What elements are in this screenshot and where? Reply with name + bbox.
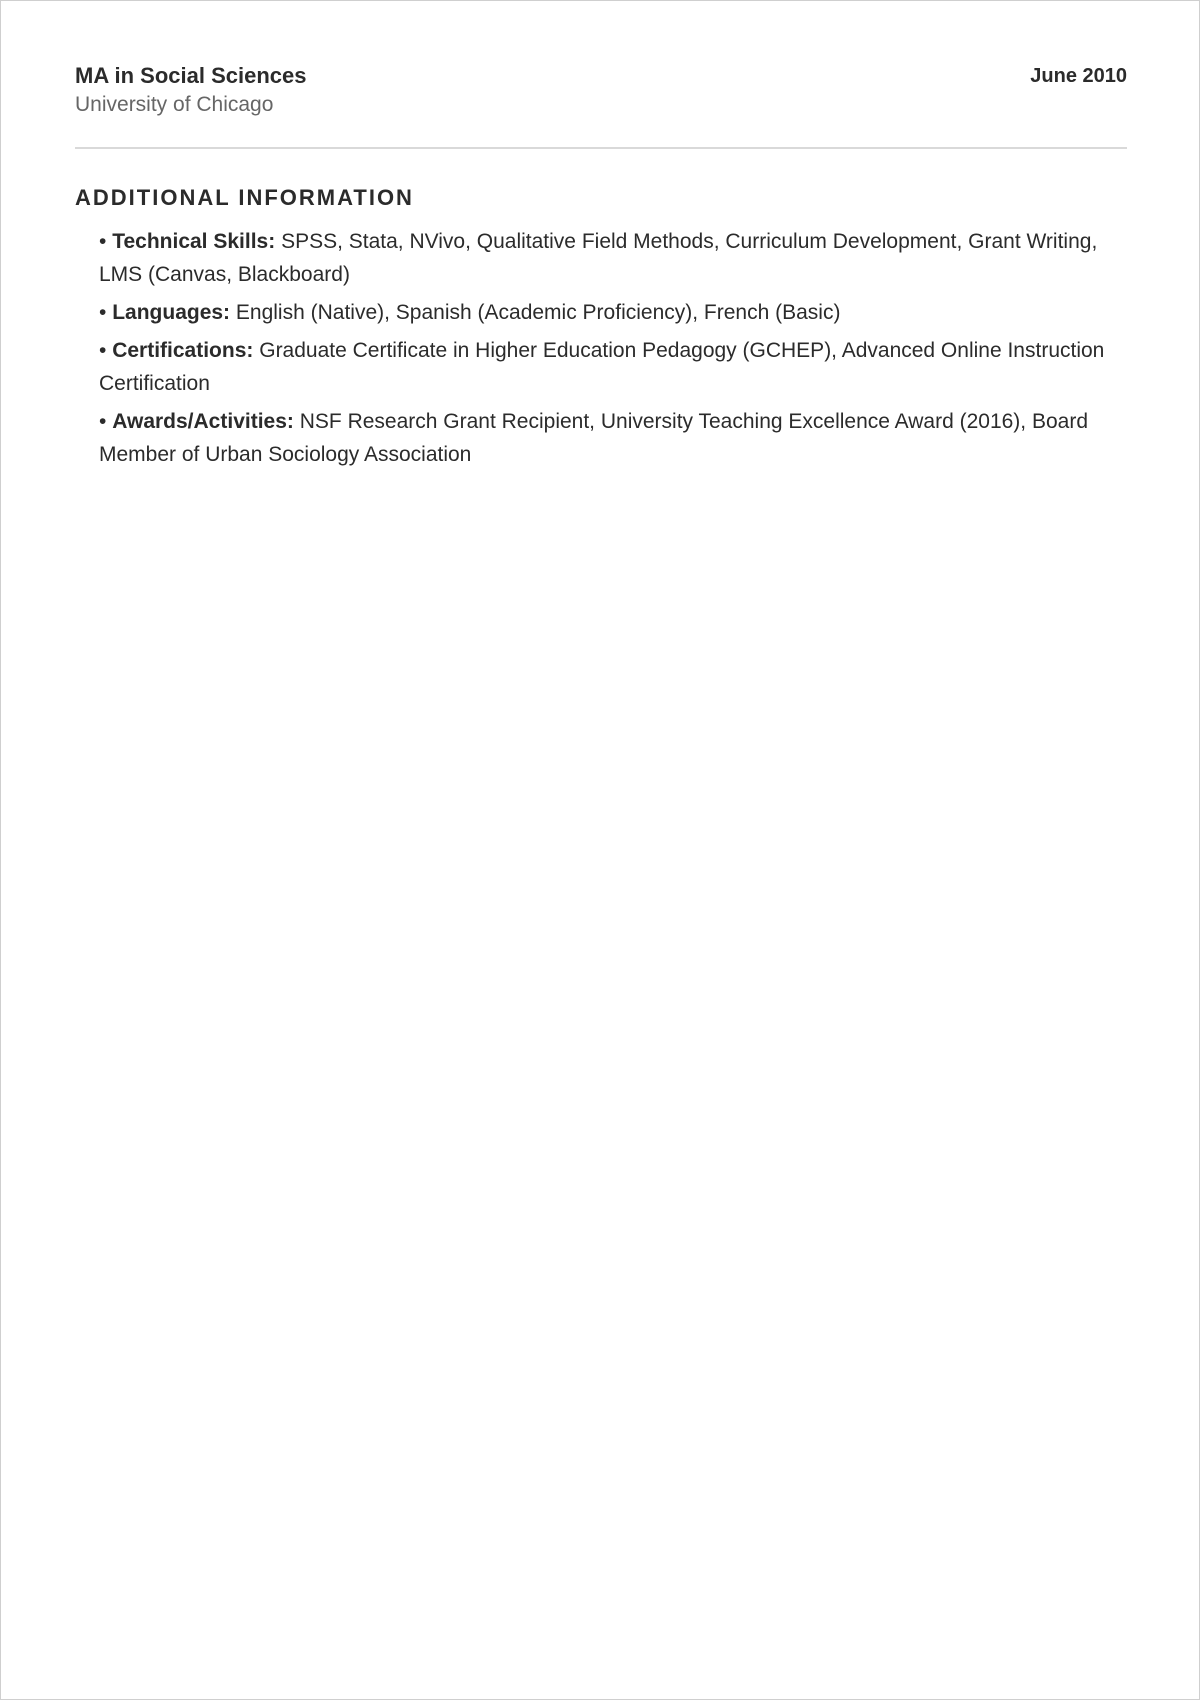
section-divider (75, 147, 1127, 149)
education-entry (75, 61, 1127, 119)
graduation-date: June 2010 (1030, 65, 1127, 87)
item-text: NSF Research Grant Recipient, University Teaching Excellence Award (2016), Board Member of Urban Sociology Association (99, 410, 1089, 466)
education-details (75, 61, 307, 119)
school-name: University of Chicago (75, 93, 274, 116)
item-text: Graduate Certificate in Higher Education Pedagogy (GCHEP), Advanced Online Instruction Certification (99, 339, 1105, 395)
list-item-languages (99, 296, 1127, 329)
degree-title: MA in Social Sciences (75, 63, 307, 88)
bullet: • (99, 301, 107, 324)
item-label: Certifications: (112, 339, 254, 362)
section-title-additional-information: ADDITIONAL INFORMATION (75, 185, 414, 210)
item-label: Languages: (112, 301, 231, 324)
list-item-certifications (99, 334, 1127, 400)
bullet: • (99, 339, 107, 362)
item-label: Technical Skills: (112, 230, 276, 253)
list-item-awards-activities (99, 405, 1127, 471)
item-label: Awards/Activities: (112, 410, 294, 433)
bullet: • (99, 230, 107, 253)
item-text: SPSS, Stata, NVivo, Qualitative Field Methods, Curriculum Development, Grant Writing, LMS (Canvas, Blackboard) (99, 230, 1098, 286)
resume-content (75, 61, 1127, 476)
list-item-technical-skills (99, 225, 1127, 291)
item-text: English (Native), Spanish (Academic Proficiency), French (Basic) (235, 301, 841, 324)
bullet: • (99, 410, 107, 433)
additional-info-list (75, 225, 1127, 471)
